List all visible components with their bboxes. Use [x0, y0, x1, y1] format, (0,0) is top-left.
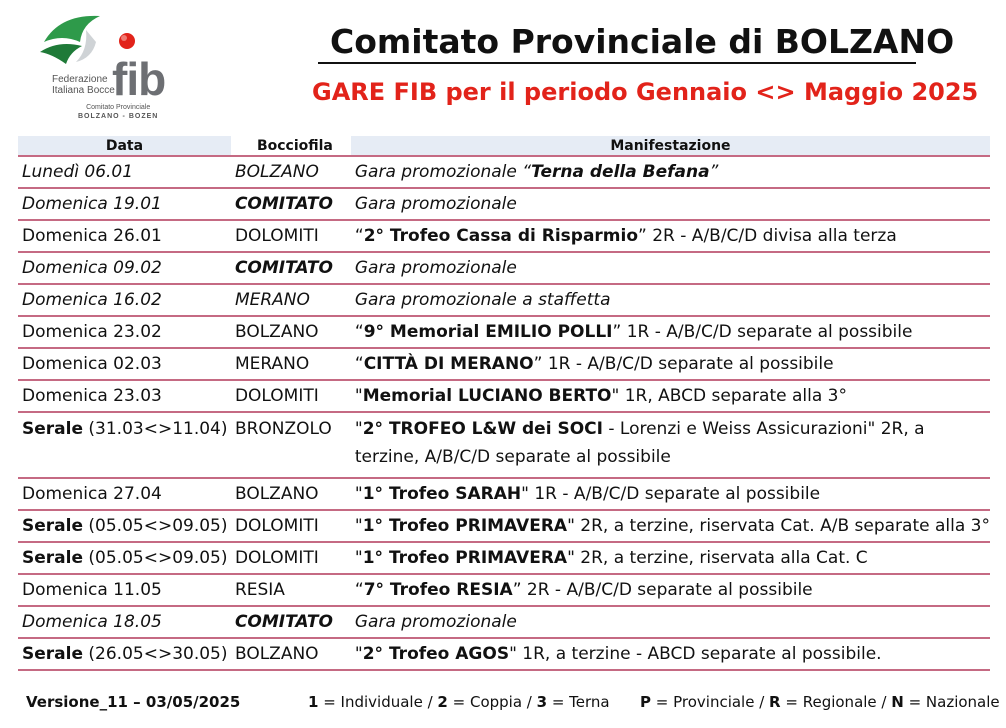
event-club-name: BOLZANO [234, 484, 319, 504]
legend-formula [308, 693, 610, 711]
fib-logo [30, 12, 200, 124]
event-club [231, 284, 351, 316]
event-title: Terna della Befana [531, 162, 710, 182]
event-date-bold: Serale [22, 419, 83, 439]
event-date: Domenica 16.02 [18, 284, 231, 316]
event-club [231, 542, 351, 574]
event-club [231, 316, 351, 348]
event-title: 7° Trofeo RESIA [363, 580, 513, 600]
event-description [351, 638, 990, 670]
table-row [18, 220, 990, 252]
event-date: Domenica 19.01 [18, 188, 231, 220]
event-description [351, 478, 990, 510]
event-club [231, 156, 351, 188]
column-header-data: Data [18, 136, 231, 156]
table-row [18, 478, 990, 510]
table-row [18, 284, 990, 316]
table-row [18, 510, 990, 542]
event-club-name: BOLZANO [234, 644, 319, 664]
table-row [18, 188, 990, 220]
table-row [18, 156, 990, 188]
event-date: Lunedì 06.01 [18, 156, 231, 188]
table-row [18, 252, 990, 284]
page-subtitle: GARE FIB per il periodo Gennaio <> Maggio 2025 [312, 78, 979, 106]
event-date: Domenica 02.03 [18, 348, 231, 380]
event-description-post: " 2R, a terzine, riservata Cat. A/B separate alla 3° [567, 516, 990, 536]
event-club [231, 220, 351, 252]
event-club-name: DOLOMITI [234, 386, 319, 406]
event-description [351, 284, 990, 316]
table-row [18, 638, 990, 670]
event-club [231, 188, 351, 220]
legend-value: = Nazionale [903, 693, 1000, 711]
event-description-pre: “ [354, 354, 364, 374]
legend-value: = Regionale / [780, 693, 892, 711]
event-club-name: MERANO [234, 290, 310, 310]
event-date: Domenica 11.05 [18, 574, 231, 606]
events-table [18, 136, 990, 671]
event-date [18, 412, 231, 478]
legend-key: R [769, 693, 781, 711]
event-description-pre: " [354, 419, 363, 439]
event-club-name: DOLOMITI [234, 516, 319, 536]
legend-value: = Terna [547, 693, 610, 711]
event-club-name: BOLZANO [234, 322, 319, 342]
event-description-post: - Lorenzi e Weiss Assicurazioni" 2R, a terzine, A/B/C/D separate al possibile [354, 419, 925, 467]
version-label: Versione_11 – 03/05/2025 [26, 693, 241, 711]
legend-key: 3 [536, 693, 548, 711]
event-description [351, 188, 990, 220]
event-description [351, 412, 990, 478]
table-row [18, 348, 990, 380]
event-title: 1° Trofeo SARAH [362, 484, 522, 504]
event-description-pre: “ [354, 226, 364, 246]
event-description-pre: “ [354, 322, 364, 342]
event-club [231, 510, 351, 542]
event-description-post: " 1R - A/B/C/D separate al possibile [521, 484, 821, 504]
logo-fib-text: fib [112, 53, 166, 105]
legend-key: P [640, 693, 651, 711]
title-underline [318, 62, 916, 64]
event-description [351, 542, 990, 574]
event-description [351, 348, 990, 380]
event-date-range: (31.03<>11.04) [83, 419, 228, 439]
event-title: Memorial LUCIANO BERTO [362, 386, 612, 406]
legend-key: 2 [437, 693, 448, 711]
event-title: 2° TROFEO L&W dei SOCI [362, 419, 603, 439]
legend-key: 1 [308, 693, 319, 711]
event-date: Domenica 27.04 [18, 478, 231, 510]
event-description-pre: " [354, 644, 363, 664]
event-description [351, 574, 990, 606]
event-club [231, 638, 351, 670]
event-description-pre: “ [354, 580, 364, 600]
event-date-bold: Serale [22, 644, 83, 664]
legend-key: N [891, 693, 904, 711]
event-title: 2° Trofeo AGOS [362, 644, 510, 664]
event-description-pre: Gara promozionale a staffetta [354, 290, 611, 310]
legend-value: = Coppia / [447, 693, 537, 711]
table-row [18, 412, 990, 478]
event-club [231, 606, 351, 638]
event-description-post: " 1R, a terzine - ABCD separate al possibile. [509, 644, 882, 664]
logo-federazione-text: Federazione Italiana Bocce [52, 74, 115, 96]
event-description [351, 220, 990, 252]
event-date [18, 542, 231, 574]
event-club [231, 252, 351, 284]
event-description-post: " 2R, a terzine, riservata alla Cat. C [567, 548, 868, 568]
table-row [18, 380, 990, 412]
event-description-pre: " [354, 516, 363, 536]
event-date-range: (05.05<>09.05) [83, 548, 228, 568]
event-title: CITTÀ DI MERANO [363, 354, 534, 374]
event-description-pre: Gara promozionale [354, 194, 517, 214]
event-description-post: ” 1R - A/B/C/D separate al possibile [533, 354, 834, 374]
event-date: Domenica 09.02 [18, 252, 231, 284]
event-club [231, 348, 351, 380]
column-header-manifestazione: Manifestazione [351, 136, 990, 156]
event-date-range: (26.05<>30.05) [83, 644, 228, 664]
event-description [351, 606, 990, 638]
event-club-name: COMITATO [234, 612, 333, 632]
event-date [18, 638, 231, 670]
event-date-bold: Serale [22, 548, 83, 568]
event-club-name: DOLOMITI [234, 226, 319, 246]
event-description [351, 510, 990, 542]
event-description [351, 156, 990, 188]
event-description-post: ” 2R - A/B/C/D divisa alla terza [638, 226, 897, 246]
legend-level [640, 693, 1000, 711]
legend-value: = Individuale / [318, 693, 438, 711]
event-description [351, 380, 990, 412]
page-title: Comitato Provinciale di BOLZANO [330, 22, 955, 61]
event-club-name: BRONZOLO [234, 419, 332, 439]
event-date [18, 510, 231, 542]
event-club-name: BOLZANO [234, 162, 319, 182]
event-description-post: " 1R, ABCD separate alla 3° [611, 386, 847, 406]
event-club [231, 574, 351, 606]
event-description-pre: " [354, 484, 363, 504]
event-description-pre: " [354, 386, 363, 406]
event-description-pre: Gara promozionale “ [354, 162, 532, 182]
event-date-bold: Serale [22, 516, 83, 536]
event-title: 2° Trofeo Cassa di Risparmio [363, 226, 639, 246]
event-description [351, 316, 990, 348]
event-club [231, 380, 351, 412]
event-date: Domenica 26.01 [18, 220, 231, 252]
event-club-name: DOLOMITI [234, 548, 319, 568]
event-club-name: RESIA [234, 580, 285, 600]
event-description-pre: " [354, 548, 363, 568]
event-title: 1° Trofeo PRIMAVERA [362, 516, 568, 536]
event-description-post: ” 1R - A/B/C/D separate al possibile [612, 322, 913, 342]
legend-value: = Provinciale / [651, 693, 770, 711]
event-description-pre: Gara promozionale [354, 258, 517, 278]
event-club [231, 412, 351, 478]
event-date: Domenica 18.05 [18, 606, 231, 638]
table-row [18, 574, 990, 606]
event-date-range: (05.05<>09.05) [83, 516, 228, 536]
table-row [18, 316, 990, 348]
event-title: 9° Memorial EMILIO POLLI [363, 322, 613, 342]
event-club-name: COMITATO [234, 194, 333, 214]
table-header-row [18, 136, 990, 156]
event-club-name: COMITATO [234, 258, 333, 278]
logo-comitato-text: Comitato Provinciale BOLZANO - BOZEN [78, 104, 159, 120]
column-header-bocciofila: Bocciofila [231, 136, 351, 156]
event-description-post: ” 2R - A/B/C/D separate al possibile [512, 580, 813, 600]
event-club [231, 478, 351, 510]
event-description [351, 252, 990, 284]
event-description-post: ” [709, 162, 719, 182]
event-date: Domenica 23.03 [18, 380, 231, 412]
table-row [18, 542, 990, 574]
table-row [18, 606, 990, 638]
event-club-name: MERANO [234, 354, 310, 374]
event-description-pre: Gara promozionale [354, 612, 517, 632]
event-date: Domenica 23.02 [18, 316, 231, 348]
event-title: 1° Trofeo PRIMAVERA [362, 548, 568, 568]
